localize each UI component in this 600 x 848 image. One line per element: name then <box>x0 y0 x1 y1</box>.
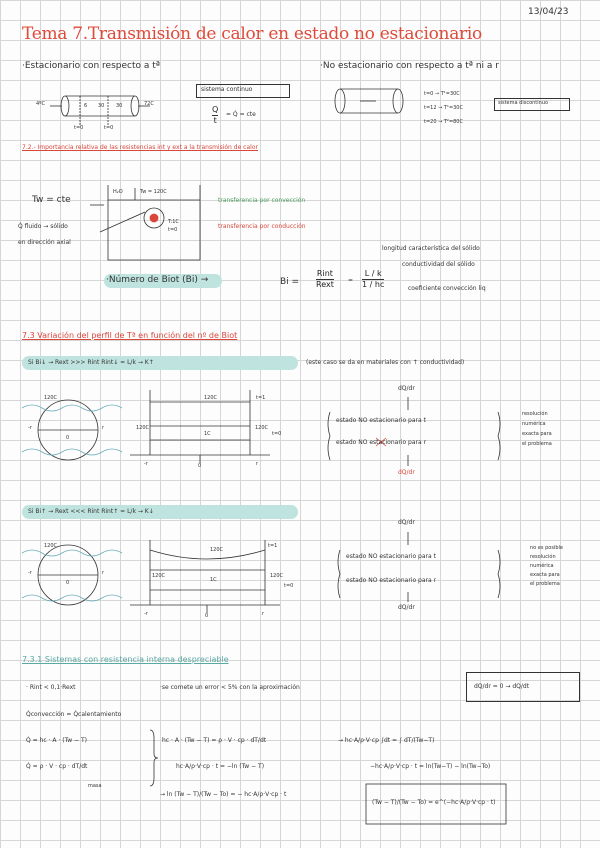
c1-zero: 0 <box>66 435 70 441</box>
case1-label: Si Bi↓ → Rext >>> Rint Rint↓ = L/k → K↑ <box>28 359 154 366</box>
eq2: Q̇ = ρ · V · cp · dT/dt <box>26 763 88 770</box>
case1-note: (este caso se da en materiales con ↑ conductividad) <box>306 359 465 366</box>
c1-g-rpos: r <box>256 461 259 467</box>
rint-over-rext: Rint Rext <box>316 269 334 289</box>
annotation-hc: coeficiente convección liq <box>408 285 486 292</box>
sistema-discontinuo: sistema discontinuo <box>498 100 549 106</box>
c2-dq-bottom: dQ/dr <box>398 604 415 611</box>
c1-est1: estado NO estacionario para t <box>336 417 426 424</box>
integral-eq: → hc·A/ρ·V·cp ∫dt = ∫ dT/(Tw−T) <box>338 737 435 744</box>
date: 13/04/23 <box>528 7 569 17</box>
pipe-val-2: 30 <box>98 103 105 109</box>
page-title: Tema 7.Transmisión de calor en estado no estacionario <box>22 24 482 44</box>
annotation-conductivity: conductividad del sólido <box>402 261 475 268</box>
c1-g-120b: 120C <box>136 425 150 431</box>
final-eq: (Tw − T)/(Tw − To) = e^(−hc·A/ρ·V·cp · t) <box>372 799 496 806</box>
bi-equals: Bi = <box>280 277 300 287</box>
mid-eq2: hc·A/ρ·V·cp · t = −ln (Tw − T) <box>176 763 265 770</box>
pipe-right-temp: 72C <box>144 101 154 107</box>
tw-cte: Tw = cte <box>32 195 71 205</box>
c2-t1: t=1 <box>268 543 278 549</box>
c2-est2: estado NO estacionario para r <box>346 577 437 584</box>
c1-g-120: 120C <box>204 395 218 401</box>
c1-g-zero: 0 <box>198 463 202 469</box>
error-note: ·se comete un error < 5% con la aproximación <box>160 684 300 691</box>
c2-res-5: el problema <box>530 581 560 587</box>
c2-res-4: exacta para <box>530 572 560 578</box>
tlist-2: t=12 → T¹=30C <box>424 105 463 111</box>
c2-temp120: 120C <box>44 543 58 549</box>
c1-g-1: 1C <box>204 431 211 437</box>
lk-over-1h: L / k 1 / hc <box>362 269 385 289</box>
c1-temp120: 120C <box>44 395 58 401</box>
c1-dq-top: dQ/dr <box>398 385 415 392</box>
c1-res-1: resolución <box>522 411 548 417</box>
ti-label: T:1C <box>168 219 179 225</box>
c2-g-120c: 120C <box>270 573 284 579</box>
c2-g-1: 1C <box>210 577 217 583</box>
notebook-page: 13/04/23 Tema 7.Transmisión de calor en estado no estacionario ·Estacionario con respecto a tª ·No estacionario con respecto a tª ni a r 4ºC 72C 6 30 30 t=0 t=0 sistema continuo Q t = Q̇ = cte t=0 → T¹=30C t=12 → T¹=30C t=20 → T²=80C sistema discontinuo 7.2.- Importancia relativa de las resistencias int y ext a la transmisión de calor Tw = cte Q̇ fluido → sólido en dirección axial H₂O Tw = 120C T:1C t=0 transferencia por convección transferencia por conducción longitud característica del sólido conductividad del sólido coeficiente convección liq ·Número de Biot (Bi) → Bi = Rint Rext = L / k 1 / hc 7.3 Variación del perfil de Tª en función del nº de Biot Si Bi↓ → Rext >>> Rint Rint↓ = L/k → K↑ (este caso se da en materiales con ↑ conductividad) 120C -r r 0 120C 120C 1C 120C t=1 t=0 -r 0 r dQ/dr estado NO estacionario para t estado NO estacionario para r dQ/dr resolución numérica exacta para el problema Si Bi↑ → Rext <<< Rint Rint↑ = L/k → K↓ 120C -r r 0 120C 120C 1C 120C t=1 t=0 -r 0 r dQ/dr estado NO estacionario para t estado NO estacionario para r dQ/dr no es posible resolución numérica exacta para el problema 7.3.1 Sistemas con resistencia interna despreciable · Rint < 0,1·Rext ·se comete un error < 5% con la aproximación dQ/dr = 0 → dQ/dt Q̇convección = Q̇calentamiento Q̇ = hc · A · (Tw − T) Q̇ = ρ · V · cp · dT/dt masa hc · A · (Tw − T) = ρ · V · cp · dT/dt → hc·A/ρ·V·cp ∫dt = ∫ dT/(Tw−T) hc·A/ρ·V·cp · t = −ln (Tw − T) −hc·A/ρ·V·cp · t = ln(Tw−T) − ln(Tw−To) → ln (Tw − T)/(Tw − To) = − hc·A/ρ·V·cp · t (Tw − T)/(Tw − To) = e^(−hc·A/ρ·V·cp · t) <box>0 0 600 848</box>
convection-label: transferencia por convección <box>218 197 306 204</box>
c1-res-4: el problema <box>522 441 552 447</box>
pipe-left-temp: 4ºC <box>36 101 46 107</box>
q-over-t: Q t <box>212 105 219 125</box>
ln-eq: → ln (Tw − T)/(Tw − To) = − hc·A/ρ·V·cp · t <box>160 791 287 798</box>
c2-zero: 0 <box>66 580 70 586</box>
q-dot-cte: = Q̇ = cte <box>226 111 256 118</box>
eq1: Q̇ = hc · A · (Tw − T) <box>26 737 87 744</box>
masa-label: masa <box>88 783 102 789</box>
c1-g-120c: 120C <box>255 425 269 431</box>
intro-right: ·No estacionario con respecto a tª ni a r <box>320 61 499 71</box>
c2-est1: estado NO estacionario para t <box>346 553 436 560</box>
pipe-val-3: 30 <box>116 103 123 109</box>
c2-res-1: no es posible <box>530 545 563 551</box>
pipe-val-1: 6 <box>84 103 88 109</box>
conduction-label: transferencia por conducción <box>218 223 306 230</box>
c2-g-120b: 120C <box>152 573 166 579</box>
c2-rpos: r <box>102 570 105 576</box>
c2-rneg: -r <box>28 570 32 576</box>
sistema-continuo: sistema continuo <box>201 86 253 93</box>
c1-rneg: -r <box>28 425 32 431</box>
c2-res-2: resolución <box>530 554 556 560</box>
intro-left: ·Estacionario con respecto a tª <box>22 61 161 71</box>
pipe-t0-b: t=0 <box>104 125 114 131</box>
q-fluid-solid: Q̇ fluido → sólido <box>18 223 68 230</box>
boxed-eq: dQ/dr = 0 → dQ/dt <box>474 683 530 690</box>
pipe-t0-a: t=0 <box>74 125 84 131</box>
c2-g-rneg: -r <box>144 611 148 617</box>
c1-res-2: numérica <box>522 421 546 427</box>
rint-condition: · Rint < 0,1·Rext <box>26 684 76 691</box>
tw-120: Tw = 120C <box>140 189 167 195</box>
section-7-3-1-heading: 7.3.1 Sistemas con resistencia interna despreciable <box>22 655 229 664</box>
c1-t1: t=1 <box>256 395 266 401</box>
section-7-2-heading: 7.2.- Importancia relativa de las resistencias int y ext a la transmisión de calor <box>22 144 258 151</box>
c1-est2: estado NO estacionario para r <box>336 439 427 446</box>
section-7-3-heading: 7.3 Variación del perfil de Tª en función del nº de Biot <box>22 331 238 340</box>
c1-res-3: exacta para <box>522 431 552 437</box>
c2-t0: t=0 <box>284 583 294 589</box>
mid-eq1: hc · A · (Tw − T) = ρ · V · cp · dT/dt <box>162 737 267 744</box>
c1-dq-bottom: dQ/dr <box>398 469 415 476</box>
h2o-label: H₂O <box>113 189 123 195</box>
c1-g-rneg: -r <box>144 461 148 467</box>
biot-label: ·Número de Biot (Bi) → <box>106 275 209 285</box>
annotation-length: longitud característica del sólido <box>382 245 480 252</box>
c2-res-3: numérica <box>530 563 554 569</box>
case2-label: Si Bi↑ → Rext <<< Rint Rint↑ = L/k → K↓ <box>28 508 154 515</box>
c2-dq-top: dQ/dr <box>398 519 415 526</box>
q-axial: en dirección axial <box>18 239 71 246</box>
c2-g-120: 120C <box>210 547 224 553</box>
c1-rpos: r <box>102 425 105 431</box>
tlist-3: t=20 → T²=80C <box>424 119 463 125</box>
c2-g-rpos: r <box>262 611 265 617</box>
mid-eq3: −hc·A/ρ·V·cp · t = ln(Tw−T) − ln(Tw−To) <box>370 763 491 770</box>
c2-g-zero: 0 <box>205 613 209 619</box>
tlist-1: t=0 → T¹=30C <box>424 91 460 97</box>
qconv-eq: Q̇convección = Q̇calentamiento <box>26 711 122 718</box>
c1-t0: t=0 <box>272 431 282 437</box>
t0-label: t=0 <box>168 227 178 233</box>
